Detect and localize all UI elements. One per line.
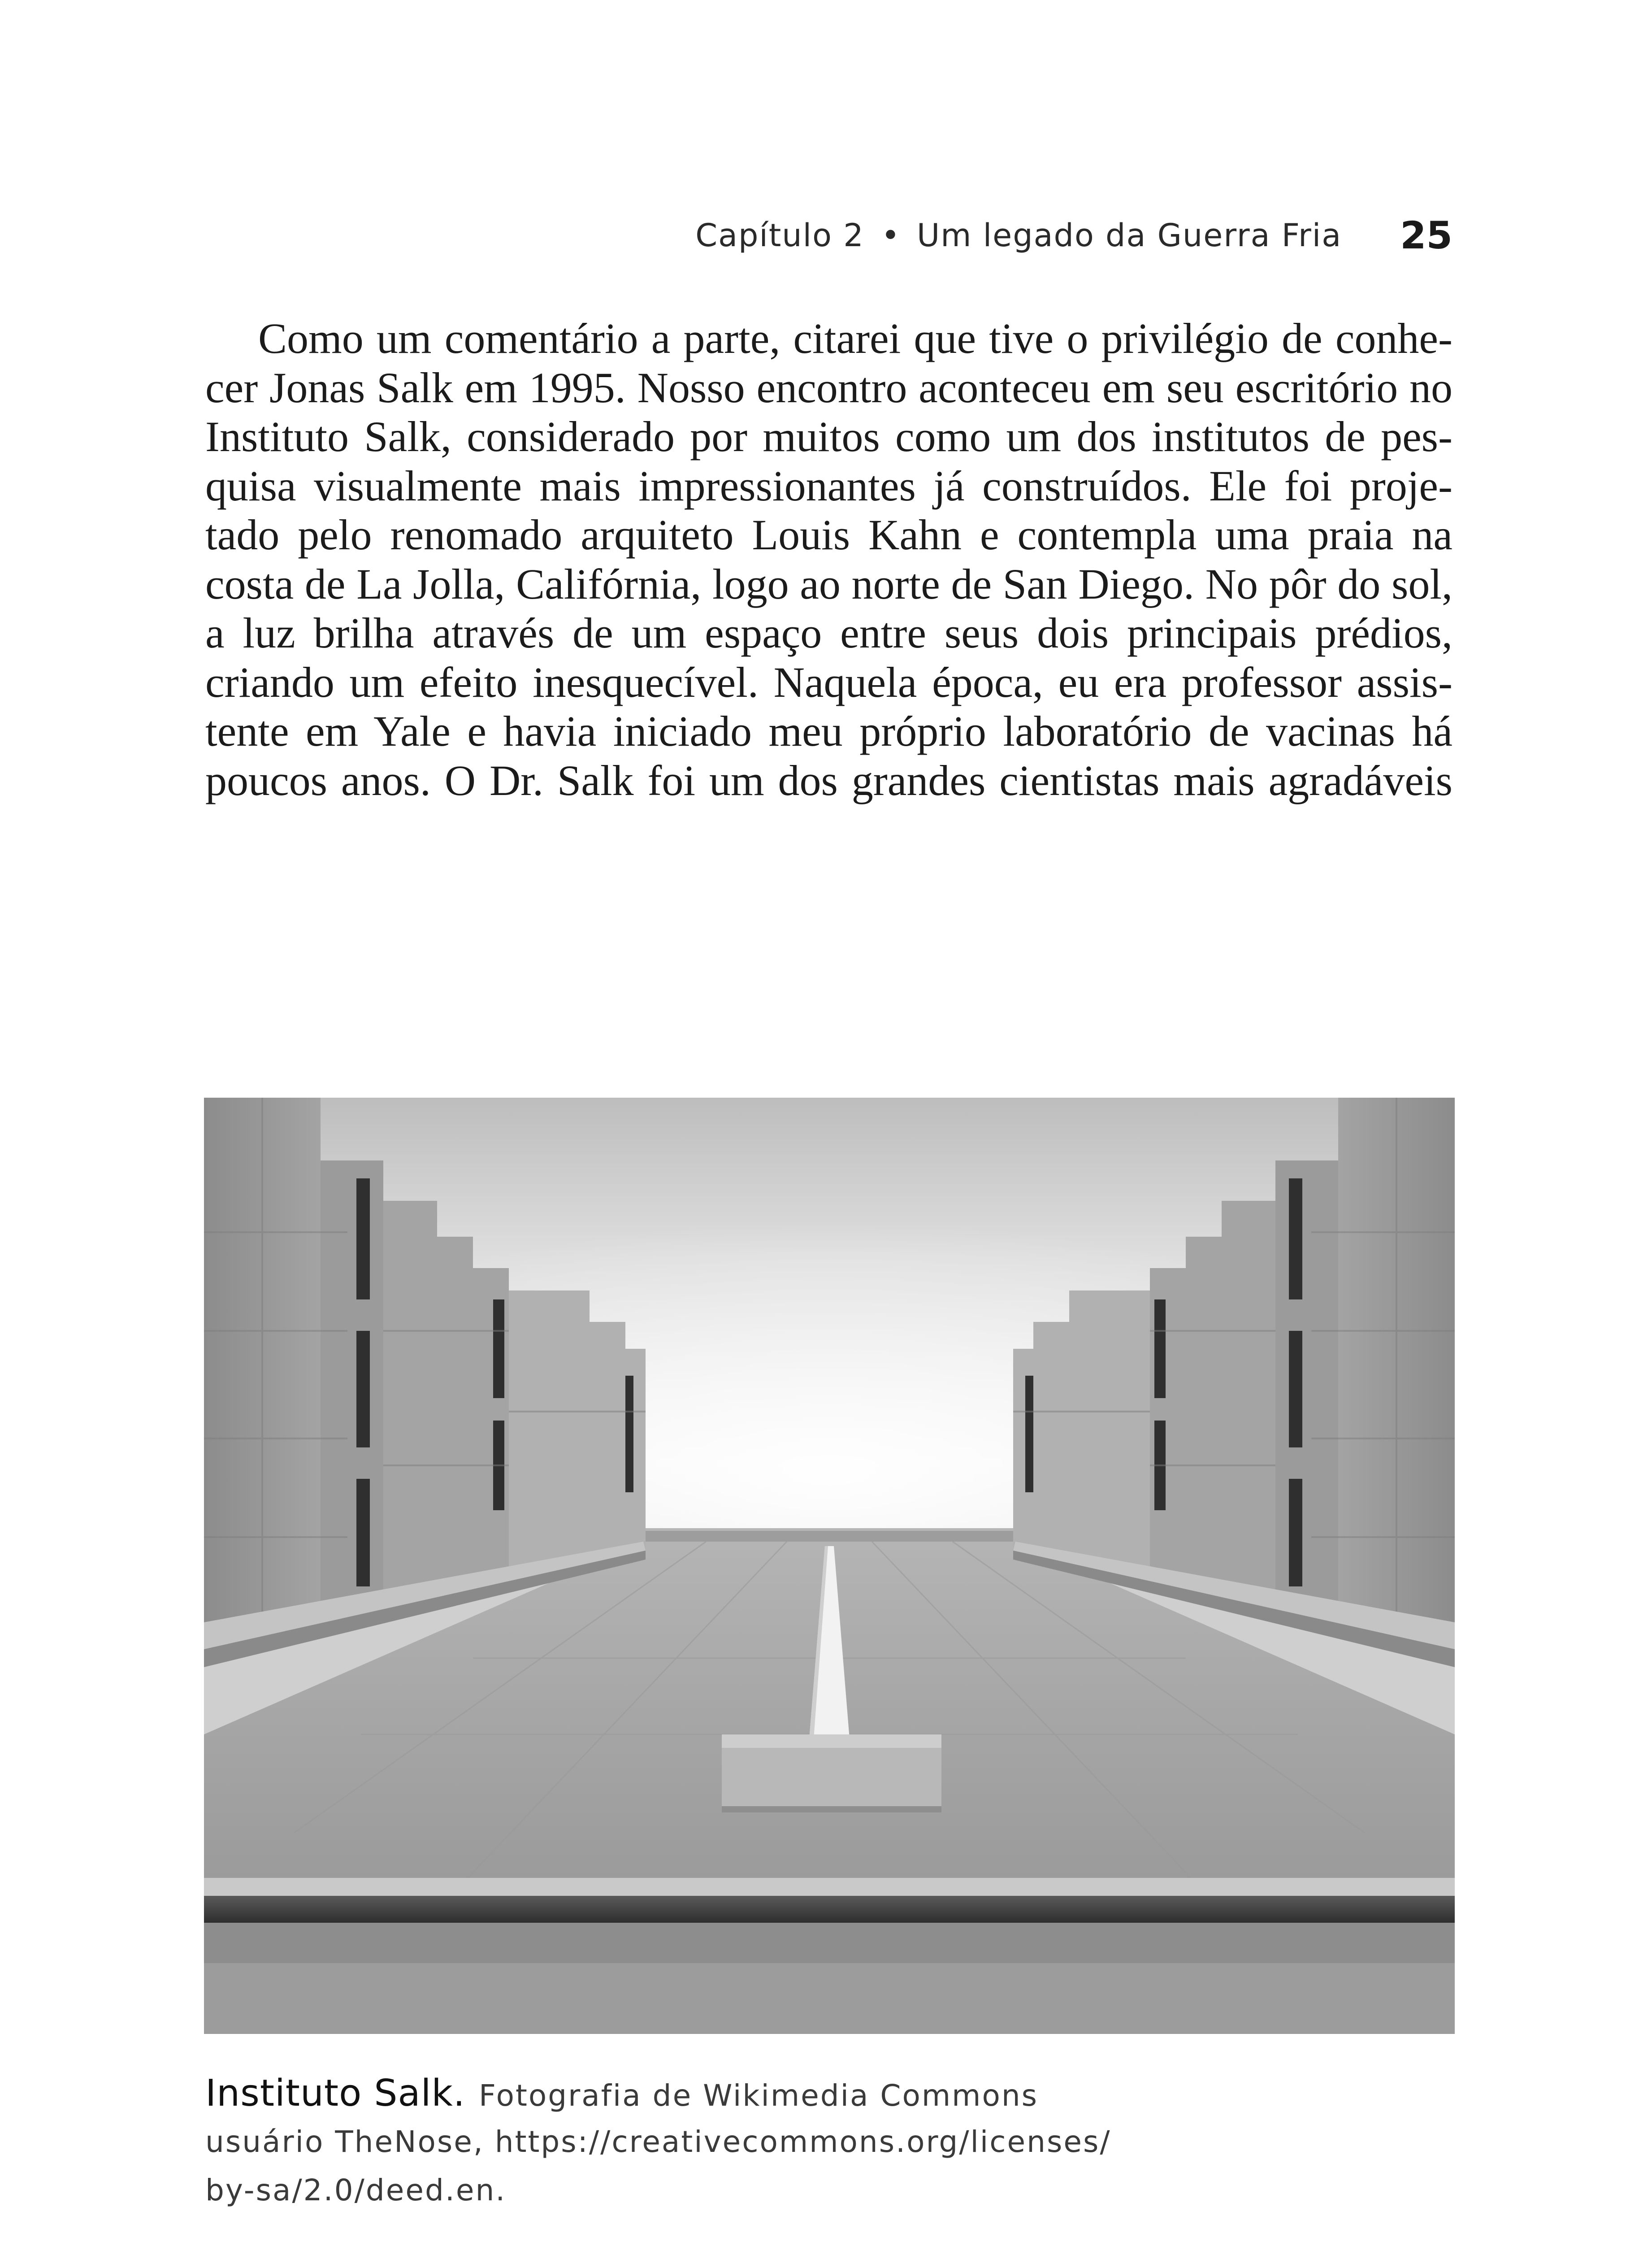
running-header — [205, 204, 1453, 267]
text-line: tado pelo renomado arquiteto Louis Kahn e contempla uma praia na — [205, 511, 1453, 559]
caption-credit-line3: by-sa/2.0/deed.en. — [205, 2173, 507, 2207]
header-separator: • — [881, 217, 900, 254]
caption-credit-line2: usuário TheNose, https://creativecommons.org/licenses/ — [205, 2125, 1111, 2159]
text-line: Instituto Salk, considerado por muitos como um dos institutos de pes- — [205, 413, 1453, 461]
page-number: 25 — [1400, 213, 1453, 257]
text-line: costa de La Jolla, Califórnia, logo ao norte de San Diego. No pôr do sol, — [205, 560, 1453, 608]
figure-caption — [205, 2069, 1371, 2215]
caption-title: Instituto Salk. — [205, 2072, 465, 2115]
section-title: Um legado da Guerra Fria — [917, 217, 1342, 254]
salk-institute-photo — [204, 1098, 1455, 2034]
text-line: quisa visualmente mais impressionantes já construídos. Ele foi proje- — [205, 461, 1453, 510]
text-line: cer Jonas Salk em 1995. Nosso encontro aconteceu em seu escritório no — [205, 363, 1453, 412]
text-line: Como um comentário a parte, citarei que tive o privilégio de conhe- — [258, 314, 1453, 362]
text-line: poucos anos. O Dr. Salk foi um dos grandes cientistas mais agradáveis — [205, 756, 1453, 804]
text-line: tente em Yale e havia iniciado meu próprio laboratório de vacinas há — [205, 707, 1453, 755]
text-line: a luz brilha através de um espaço entre seus dois principais prédios, — [205, 609, 1453, 657]
caption-credit-line1: Fotografia de Wikimedia Commons — [478, 2078, 1039, 2113]
chapter-label: Capítulo 2 — [695, 217, 864, 254]
text-line: criando um efeito inesquecível. Naquela época, eu era professor assis- — [205, 658, 1453, 706]
body-paragraph — [205, 314, 1453, 805]
